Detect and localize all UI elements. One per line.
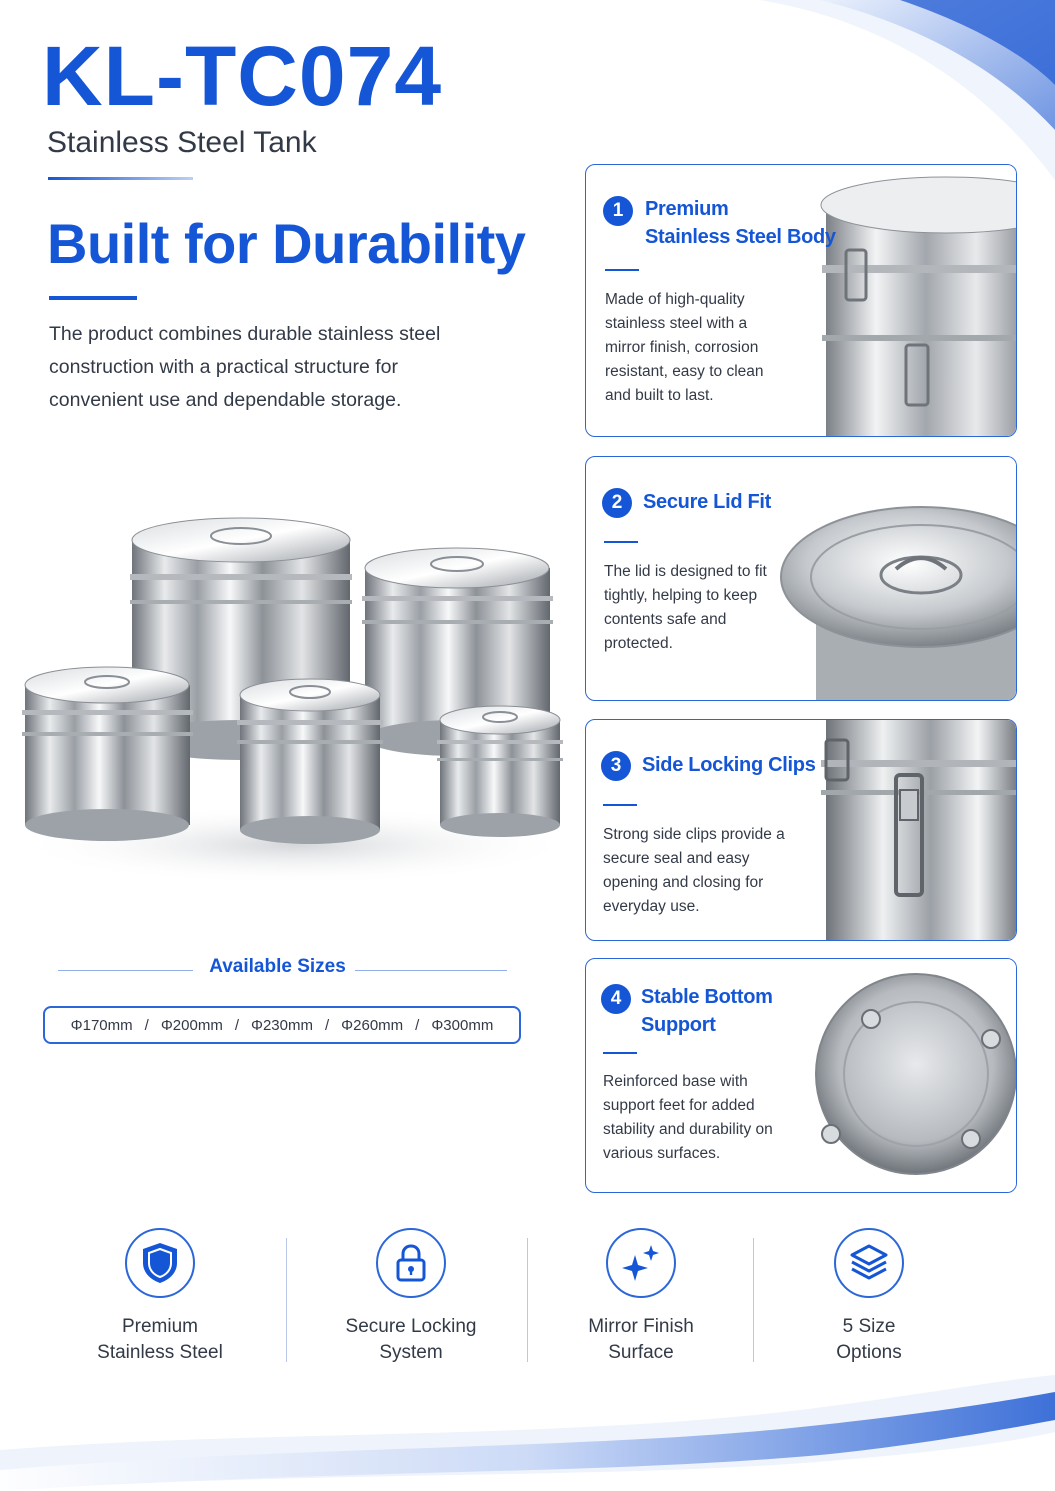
lid-closeup-image (776, 457, 1016, 701)
tank-body-closeup-image (816, 165, 1016, 437)
feature-divider (604, 541, 638, 543)
sparkle-icon (619, 1241, 663, 1285)
feature-title-line: Support (641, 1014, 716, 1036)
layers-icon (848, 1242, 890, 1284)
feature-number-badge: 1 (603, 196, 633, 226)
sizes-line-left (58, 970, 193, 971)
highlight-icon-ring (376, 1228, 446, 1298)
feature-title-line: Side Locking Clips (642, 754, 816, 776)
size-separator: / (144, 1016, 149, 1034)
feature-title (643, 488, 771, 516)
feature-card-locking-clips (585, 719, 1017, 941)
sizes-list (43, 1006, 521, 1044)
highlight-label-line: Surface (608, 1342, 674, 1363)
size-option: Φ170mm (70, 1016, 133, 1034)
model-number: KL-TC074 (42, 29, 443, 123)
sizes-line-right (355, 970, 507, 971)
feature-title (641, 983, 773, 1039)
intro-text: The product combines durable stainless steel construction with a practical structure for convenient use and dependable storage. (49, 323, 441, 411)
size-separator: / (234, 1016, 239, 1034)
highlight-label-line: System (379, 1342, 443, 1363)
feature-divider (605, 269, 639, 271)
product-subtitle: Stainless Steel Tank (47, 126, 317, 159)
feature-card-lid-fit (585, 456, 1017, 701)
feature-card-stainless-body (585, 164, 1017, 437)
feature-description: The lid is designed to fit tightly, helping to keep contents safe and protected. (604, 563, 767, 652)
size-option: Φ200mm (160, 1016, 223, 1034)
feature-description: Reinforced base with support feet for added stability and durability on various surfaces. (603, 1073, 773, 1162)
feature-title-line: Stainless Steel Body (645, 226, 836, 248)
size-separator: / (325, 1016, 330, 1034)
size-option: Φ300mm (431, 1016, 494, 1034)
shield-icon (140, 1241, 180, 1285)
feature-title-line: Secure Lid Fit (643, 491, 772, 513)
bottom-wave-decoration (0, 1320, 1055, 1491)
clip-closeup-image (816, 720, 1016, 941)
feature-title (642, 751, 816, 779)
highlight-label-line: Stainless Steel (97, 1342, 223, 1363)
highlight-label-line: Mirror Finish (588, 1316, 694, 1337)
feature-number-badge: 4 (601, 984, 631, 1014)
highlight-label-line: 5 Size (842, 1316, 896, 1337)
header-divider (48, 177, 193, 180)
highlight-icon-ring (606, 1228, 676, 1298)
lock-icon (393, 1243, 429, 1283)
feature-divider (603, 1052, 637, 1054)
headline-divider (49, 296, 137, 300)
headline: Built for Durability (47, 212, 526, 275)
product-group-image (10, 500, 580, 900)
highlight-icon-ring (125, 1228, 195, 1298)
feature-card-bottom-support (585, 958, 1017, 1193)
size-separator: / (415, 1016, 420, 1034)
bottom-closeup-image (796, 959, 1016, 1193)
highlight-label-line: Premium (121, 1316, 198, 1337)
highlight-label-line: Options (836, 1342, 902, 1363)
feature-title (645, 195, 836, 251)
size-option: Φ260mm (341, 1016, 404, 1034)
feature-number-badge: 3 (601, 751, 631, 781)
feature-description: Strong side clips provide a secure seal and easy opening and closing for everyday use. (603, 826, 785, 915)
feature-description: Made of high-quality stainless steel with a mirror finish, corrosion resistant, easy to clean and built to last. (605, 291, 764, 404)
highlight-label-line: Secure Locking (345, 1316, 477, 1337)
highlight-icon-ring (834, 1228, 904, 1298)
feature-title-line: Stable Bottom (641, 986, 773, 1008)
feature-title-line: Premium (645, 198, 729, 220)
size-option: Φ230mm (251, 1016, 313, 1034)
feature-number-badge: 2 (602, 488, 632, 518)
feature-divider (603, 804, 637, 806)
sizes-title: Available Sizes (209, 956, 346, 977)
